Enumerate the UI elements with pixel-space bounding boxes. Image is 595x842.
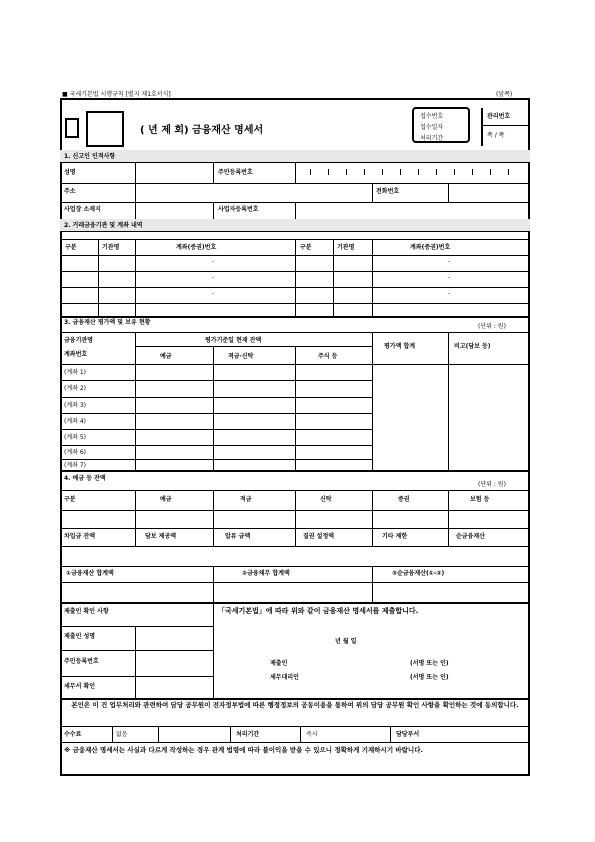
- s4-col: 순금융재산: [456, 533, 485, 540]
- page-count-label: 쪽 / 쪽: [487, 132, 505, 139]
- corner-mark: [65, 118, 79, 138]
- s3-row-header: 금융기관명: [64, 337, 93, 344]
- s2-header: 구분: [65, 244, 77, 251]
- section-2-title: 2. 거래금융기관 및 계좌 내역: [64, 222, 143, 229]
- consent-text: 본인은 이 건 업무처리와 관련하여 담당 공무원이 전자정부법에 따른 행정정보의 공동이용을 통하여 위의 담당 공무원 확인 사항을 확인하는 것에 동의합니다.: [71, 701, 519, 709]
- page-side-note: (앞쪽): [496, 91, 513, 98]
- form-number-note: ■ 국세기본법 시행규칙 [별지 제1호서식]: [62, 91, 171, 98]
- s3-sub-header: 주식 등: [318, 353, 338, 360]
- s3-right-header: 비고(담보 등): [454, 343, 491, 350]
- footer-note: ※ 금융재산 명세서는 사실과 다르게 작성하는 경우 관계 법령에 따라 불이익을 받을 수 있으니 정확하게 기재하시기 바랍니다.: [64, 746, 423, 754]
- s3-row-label: (계좌 1): [64, 369, 86, 376]
- s3-row-label: (계좌 6): [64, 449, 86, 456]
- s3-row-label: (계좌 2): [64, 385, 86, 392]
- s3-row-label: (계좌 4): [64, 418, 86, 425]
- s3-row-label: (계좌 3): [64, 402, 86, 409]
- s2-header: 계좌(증권)번호: [410, 244, 451, 251]
- fee-value: 없음: [116, 731, 128, 738]
- label-business-number: 사업자등록번호: [218, 206, 259, 213]
- s2-header: 계좌(증권)번호: [176, 244, 217, 251]
- label-id-number: 주민등록번호: [218, 169, 253, 176]
- s4-total: ③순금융재산(①-②): [392, 570, 445, 577]
- s2-header: 구분: [300, 244, 312, 251]
- s3-row-label: (계좌 7): [64, 462, 86, 469]
- s3-unit: (단위 : 원): [478, 323, 506, 330]
- label-phone: 전화번호: [376, 188, 400, 195]
- s4-col: 보험 등: [470, 496, 490, 503]
- photo-box: [86, 111, 124, 147]
- period-value: 즉시: [306, 731, 318, 738]
- s4-total: ①금융재산 합계액: [66, 570, 114, 577]
- s3-group-header: 평가기준일 현재 잔액: [205, 337, 262, 344]
- submitter-sign[interactable]: (서명 또는 인): [410, 660, 449, 667]
- s4-col: 담보 제공액: [145, 533, 177, 540]
- s4-col: 적금: [240, 496, 252, 503]
- s4-col: 증권: [398, 496, 410, 503]
- s4-col: 구분: [64, 496, 76, 503]
- s2-header: 기관명: [102, 244, 120, 251]
- s5-row-label: 세무서 확인: [64, 683, 96, 690]
- form-title: ( 년 제 회) 금융재산 명세서: [140, 125, 264, 136]
- period-label: 처리기간: [236, 731, 260, 738]
- s4-col: 차입금 잔액: [64, 533, 96, 540]
- label-office-address: 사업장 소재지: [64, 206, 101, 213]
- management-number-label: 관리번호: [487, 113, 511, 120]
- s3-sub-header: 적금·신탁: [228, 353, 254, 360]
- declaration-date: 년 월 일: [335, 638, 357, 645]
- s3-right-header: 평가액 합계: [384, 343, 416, 350]
- section-1-title: 1. 신고인 인적사항: [64, 153, 116, 160]
- stamp-line: 접수번호: [420, 113, 444, 120]
- agent-sign[interactable]: (서명 또는 인): [410, 674, 449, 681]
- id-number-field[interactable]: [298, 166, 526, 178]
- s4-col: 압류 금액: [225, 533, 251, 540]
- label-address: 주소: [64, 188, 76, 195]
- s4-unit: (단위 : 원): [478, 481, 506, 488]
- section-3-title: 3. 금융재산 평가액 및 보유 현황: [64, 319, 151, 326]
- s3-row-label: (계좌 5): [64, 434, 86, 441]
- address-field[interactable]: [136, 184, 371, 201]
- s3-row-header: 계좌번호: [64, 351, 88, 358]
- fee-label: 수수료: [64, 731, 82, 738]
- s2-header: 기관명: [337, 244, 355, 251]
- stamp-line: 접수일자: [420, 124, 444, 131]
- management-number-box: [481, 108, 528, 146]
- submitter-label: 제출인: [270, 660, 288, 667]
- s4-col: 신탁: [320, 496, 332, 503]
- s4-col: 질권 설정액: [303, 533, 335, 540]
- section-4-title: 4. 예금 등 잔액: [64, 475, 106, 482]
- stamp-line: 처리기간: [420, 135, 444, 142]
- stamp-box: [412, 107, 470, 143]
- s4-total: ②금융채무 합계액: [242, 570, 290, 577]
- section-5-title: 제출인 확인 사항: [64, 608, 109, 615]
- s4-col: 예금: [160, 496, 172, 503]
- agent-label: 세무대리인: [270, 674, 299, 681]
- phone-field[interactable]: [449, 184, 527, 201]
- s3-sub-header: 예금: [160, 353, 172, 360]
- dept-label: 담당부서: [396, 731, 420, 738]
- s5-row-label: 주민등록번호: [64, 658, 99, 665]
- section-header-bar: [60, 150, 530, 162]
- s4-col: 기타 제한: [382, 533, 408, 540]
- label-name: 성명: [64, 169, 76, 176]
- s5-row-label: 제출인 성명: [64, 633, 96, 640]
- declaration-statement: 「국세기본법」에 따라 위와 같이 금융재산 명세서를 제출합니다.: [218, 607, 419, 615]
